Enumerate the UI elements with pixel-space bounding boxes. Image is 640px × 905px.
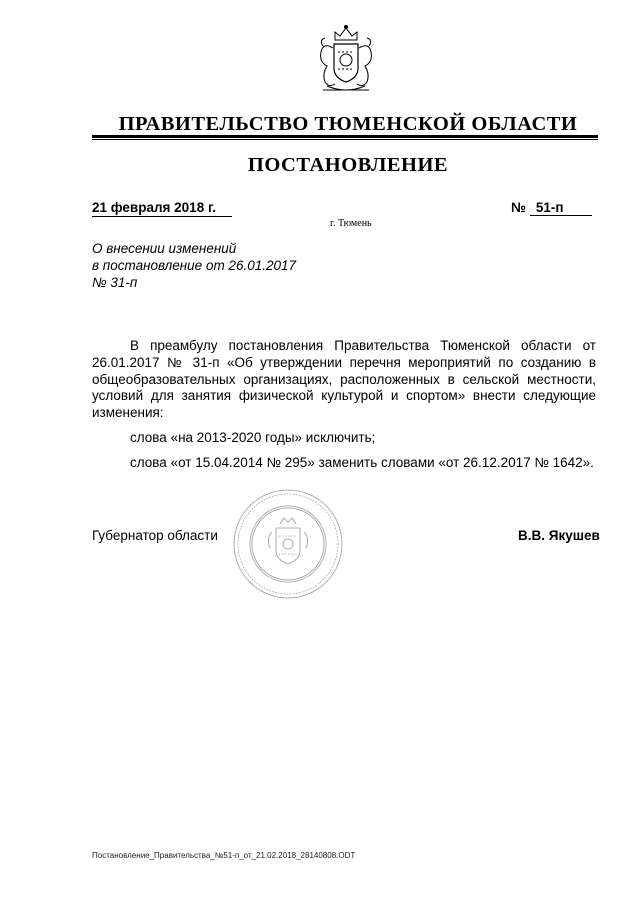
document-number	[511, 200, 598, 216]
body-paragraph: слова «на 2013-2020 годы» исключить;	[130, 429, 376, 445]
header-rule-thick	[92, 135, 598, 138]
tyumen-region-coat-of-arms-icon	[305, 22, 387, 104]
government-title: ПРАВИТЕЛЬСТВО ТЮМЕНСКОЙ ОБЛАСТИ	[118, 113, 578, 135]
number-prefix: №	[511, 200, 527, 215]
body-paragraph: слова «от 15.04.2014 № 295» заменить словами «от 26.12.2017 № 1642».	[130, 454, 594, 470]
document-date: 21 февраля 2018 г.	[92, 200, 232, 217]
signatory-position: Губернатор области	[92, 528, 218, 543]
official-seal-stamp-icon	[232, 488, 344, 600]
subject-line: № 31-п	[92, 275, 138, 290]
number-value: 51-п	[530, 200, 592, 216]
document-subject	[92, 240, 392, 291]
body-paragraph: В преамбулу постановления Правительства Тюменской области от 26.01.2017 № 31-п «Об утверждении перечня мероприятий по созданию в общеобразовательных организациях, расположенных в сельской местности, условий для занятия физической культурой и спортом» внести следующие изменения:	[92, 338, 596, 421]
signatory-name: В.В. Якушев	[518, 528, 600, 543]
header-rule-thin	[92, 139, 598, 140]
document-body	[92, 338, 596, 472]
subject-line: О внесении изменений	[92, 241, 237, 256]
document-type-title: ПОСТАНОВЛЕНИЕ	[247, 154, 449, 176]
subject-line: в постановление от 26.01.2017	[92, 258, 297, 273]
document-city: г. Тюмень	[330, 218, 372, 229]
document-footer-filename: Постановление_Правительства_№51-п_от_21.02.2018_28140808.ODT	[92, 851, 356, 860]
